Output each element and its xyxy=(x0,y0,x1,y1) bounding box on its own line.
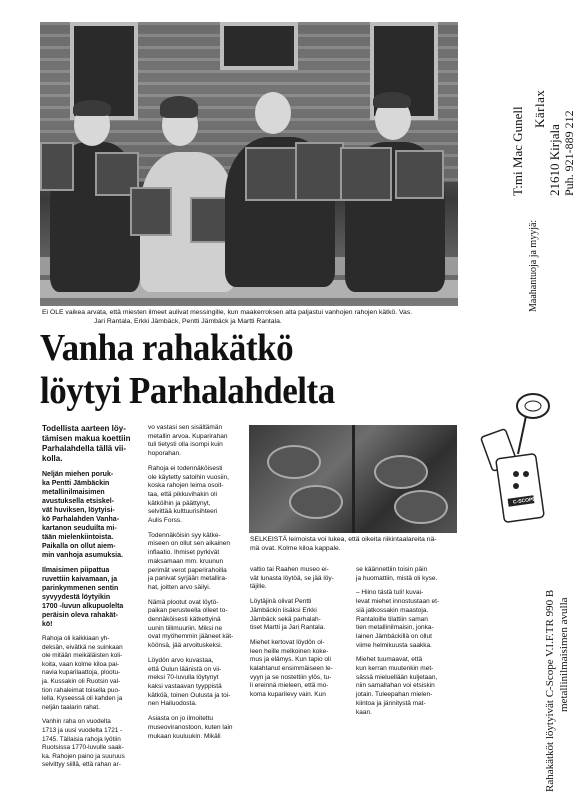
article-paragraph: Rahoja ei todennäköisesti ole käytetty satoihin vuosiin, koska rahojen leima osoit- taa, että pikkuvihakin oli kätköihin ja päättynyt, selvittää kulttuurisihteeri Aulis Forss. xyxy=(148,464,229,525)
side-caption-line-1: Rahakätköt löytyivät C-Scope V.I.F.TR 990 B xyxy=(544,589,556,792)
dealer-name: T:mi Mac Gunell xyxy=(510,106,525,196)
article-paragraph: Ilmaisimen piipattua ruvettiin kaivamaan, ja parinkymmenen sentin syvyydestä löytyikin 1700 -luvun alkupuolelta peräisin oleva rahakät- kö! xyxy=(42,567,124,628)
article-paragraph: vo vastasi sen sisältämän metallin arvoa. Kuparirahan tuli tietysti olla isompi kuin hoporahan. xyxy=(148,424,228,458)
coins-caption xyxy=(250,535,456,553)
article-paragraph: Miehet kertovat löydön ol- leen heille melkoinen koke- mus ja elämys. Kun tapio oli kalahtanut ensimmäiseen le- vyyn ja se nostettiin ylös, tu- li ereinnä mieleen, että mo- koma kuparilevy vain. Kun xyxy=(250,638,333,699)
headline-line: Vanha rahakätkö xyxy=(40,327,294,369)
main-photo xyxy=(40,22,458,306)
article-paragraph: se käännettiin toisin päin ja huomattiin, mistä oli kyse. xyxy=(356,566,438,582)
article-paragraph: Todennäköisin syy kätke- miseen on ollut sen aikainen inflaatio. Ihmiset pyrkivät maksamaan mm. kruunun perimät verot paperirahoilla ja panivat syrjään metallira- hat, joitten arvo säilyi. xyxy=(148,531,231,591)
dealer-label: Maahantuoja ja myyjä: xyxy=(528,219,539,312)
article-paragraph: Rahoja oli kaikkiaan yh- deksän, eivätkä ne suinkaan ole mitään meikäläisten koli- koita, vaan kolme kiloa pai- navia kuparilaattoja, plootu- ja. Kussakin oli Ruotsin val- tion rahaleimat toisella puo- lella. Kyseessä oli kahden ja neljän taalarin rahat. xyxy=(42,635,123,711)
article-column-1 xyxy=(42,424,140,776)
caption-line: Ei OLE vaikea arvata, että miesten ilmeet aulivat messingille, kun maakerroksen alta paljastui vanhojen rahojen kätkö. Vas. xyxy=(42,309,413,316)
dealer-phone: Puh. 921-889 212 xyxy=(562,110,576,196)
article-column-4 xyxy=(356,566,460,723)
metal-detector-icon xyxy=(478,392,558,532)
article-paragraph: – Hiino tästä tuli! kuvai- levat miehet innostustaan et- siä jatkossakin maastoja. Rantaloille tilattiin saman tien metallinilmaisin, jonka- lainen Jämbäckillä on ollut viime helmikuusta saakka. xyxy=(356,589,440,649)
caption-line: SELKEISTÄ leimoista voi lukea, että oikeita riikintaalareita nä- xyxy=(250,536,437,543)
caption-line: Jari Rantala, Erkki Jämbäck, Pentti Jämbäck ja Martti Rantala. xyxy=(94,318,282,325)
article-column-2 xyxy=(148,424,246,747)
headline xyxy=(40,327,426,413)
article-paragraph: Vanhin raha on vuodelta 1713 ja uusi vuodelta 1721 - 1745. Tällaisia rahoja lyötiin Ruotsissa 1770-luvulle saak- ka. Rahojen paino ja suuruus selvittyy siillä, että rahan ar- xyxy=(42,718,125,769)
article-paragraph: Asiasta on jo ilmoitettu museoviranostoon, kuten lain mukaan kuuluukin. Mikäli xyxy=(148,715,233,740)
dealer-address-2: 21610 Kirjala xyxy=(547,124,562,196)
article-lead: Todellista aarteen löy- tämisen makua koettiin Parhalahdella tällä vii- kolla. xyxy=(42,424,131,463)
dealer-address-1: Kärlax xyxy=(532,89,547,128)
article-paragraph: Löytäjinä olivat Pentti Jämbäckin lisäksi Erkki Jämbäck sekä parhalah- tiset Martti ja Jari Rantala. xyxy=(250,598,326,632)
article-paragraph: Löydön arvo kuvastaa, että Oulun läänistä on vii- meksi 70-luvulla löytynyt kaksi vastaavan tyyppistä kätköä, toinen Oulusta ja toi- nen Hailuodosta. xyxy=(148,656,231,708)
detector-label: C-SCOPE xyxy=(512,496,537,506)
headline-line: löytyi Parhalahdelta xyxy=(40,370,335,412)
article-paragraph: Nämä plootut ovat löytö- paikan perusteella olleet to- dennäköisesti kätkettyinä uunin tiilimuuriin. Miksi ne ovat myöhemmin jääneet kät- köönsä, jää arvoituskeksi. xyxy=(148,598,234,650)
photo-caption xyxy=(42,308,460,326)
coins-photo xyxy=(249,425,457,533)
article-paragraph: Miehet tuumaavat, että kun kerran muutenkin met- sässä mieluellään kuljetaan, niin samallahan voi etsiskin jotain. Tuleepahan mielen- kiintoa ja jännitystä mat- kaan. xyxy=(356,656,438,716)
article-paragraph: valtio tai Raahen museo ei- vät lunasta löytöä, se jää löy- täjille. xyxy=(250,566,334,591)
article-column-3 xyxy=(250,566,350,706)
caption-line: mä ovat. Kolme kiloa kappale. xyxy=(250,545,341,552)
side-caption-line-2: metallinilmaisimen avulla xyxy=(558,597,570,712)
article-paragraph: Neljän miehen poruk- ka Pentti Jämbäckin metallinilmaisimen avustuksella etsiskel- vät huviksen, löytyisi- kö Parhalahden Vanha- kartanon seuduilta mi- tään mielenkiintoista. Paikalla on ollut aiem- min vanhoja asumuksia. xyxy=(42,471,123,559)
